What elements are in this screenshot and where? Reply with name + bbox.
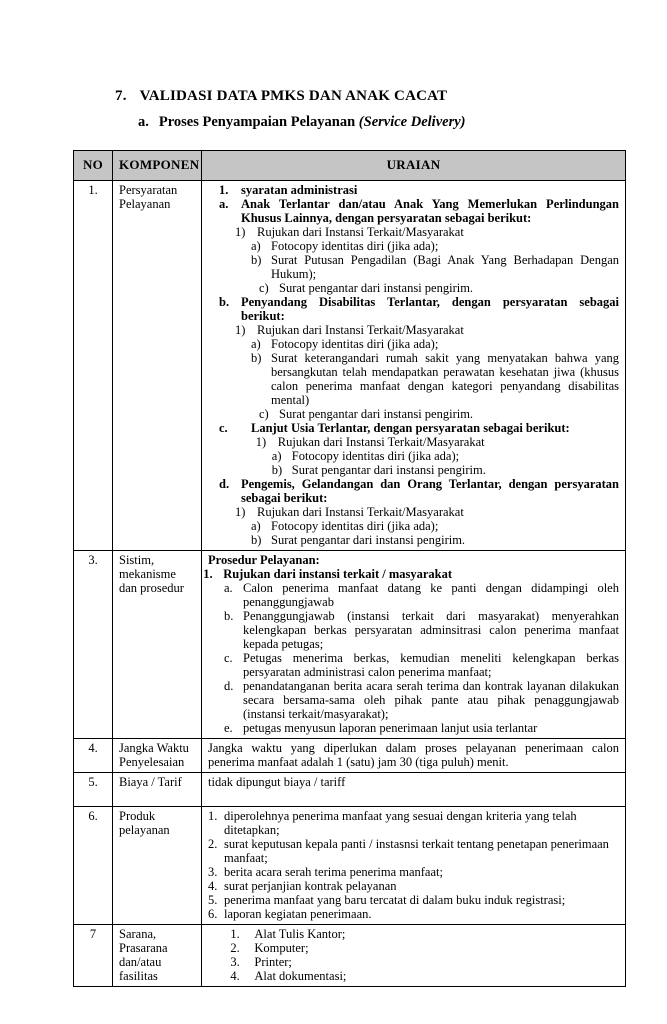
uraian-line [230, 969, 619, 983]
line-text: Fotocopy identitas diri (jika ada); [271, 239, 439, 253]
list-marker: 4. [230, 969, 240, 983]
uraian-line [224, 679, 619, 721]
line-text: Pengemis, Gelandangan dan Orang Terlantar, dengan persyaratan sebagai berikut: [241, 477, 619, 505]
list-marker: b) [251, 351, 262, 365]
uraian-cell [202, 807, 626, 925]
list-marker: b. [219, 295, 230, 309]
uraian-line [219, 183, 619, 197]
komponen-cell: Biaya / Tarif [113, 773, 202, 807]
uraian-line [259, 407, 619, 421]
list-marker: c. [219, 421, 228, 435]
table-row [74, 551, 626, 739]
list-marker: 5. [208, 893, 218, 907]
row-number-cell: 7 [74, 925, 113, 987]
komponen-cell: Jangka Waktu Penyelesaian [113, 739, 202, 773]
line-text: Penanggungjawab (instansi terkait dari masyarakat) menyerahkan kelengkapan berkas persyaratan adminsitrasi calon penerima manfaat kepada petugas; [243, 609, 619, 651]
uraian-line [219, 421, 619, 435]
uraian-cell [202, 551, 626, 739]
uraian-line [259, 281, 619, 295]
list-marker: b) [251, 253, 262, 267]
uraian-line [272, 463, 619, 477]
list-marker: c) [259, 281, 269, 295]
uraian-line [219, 477, 619, 505]
uraian-line [224, 721, 619, 735]
section-title: VALIDASI DATA PMKS DAN ANAK CACAT [139, 88, 448, 104]
row-number-cell: 4. [74, 739, 113, 773]
uraian-line [256, 435, 619, 449]
line-text: Komputer; [254, 941, 309, 955]
line-text: Fotocopy identitas diri (jika ada); [271, 519, 439, 533]
komponen-cell: Sistim, mekanisme dan prosedur [113, 551, 202, 739]
line-text: surat keputusan kepala panti / instasnsi terkait tentang penetapan penerimaan manfaat; [224, 837, 609, 865]
uraian-line [208, 879, 619, 893]
row-number-cell: 1. [74, 181, 113, 551]
table-row [74, 739, 626, 773]
uraian-line [251, 533, 619, 547]
list-marker: b) [271, 463, 283, 477]
subsection-title: Proses Penyampaian Pelayanan [158, 114, 356, 130]
line-text: Petugas menerima berkas, kemudian meneliti kelengkapan berkas persyaratan administrasi calon penerima manfaat; [243, 651, 619, 679]
list-marker: 1. [203, 567, 213, 581]
uraian-line [251, 239, 619, 253]
list-marker: a. [219, 197, 229, 211]
uraian-cell [202, 773, 626, 807]
uraian-line [208, 837, 619, 865]
uraian-line [251, 253, 619, 281]
line-text: Rujukan dari Instansi Terkait/Masyarakat [257, 225, 464, 239]
uraian-line [219, 197, 619, 225]
header-uraian: URAIAN [202, 151, 626, 181]
uraian-line [219, 295, 619, 323]
uraian-line [251, 337, 619, 351]
list-marker: 2. [208, 837, 218, 851]
line-text: Surat pengantar dari instansi pengirim. [279, 407, 474, 421]
uraian-cell [202, 181, 626, 551]
uraian-line [235, 323, 619, 337]
uraian-line [224, 581, 619, 609]
row-number-cell: 6. [74, 807, 113, 925]
uraian-line [224, 609, 619, 651]
line-text: Surat Putusan Pengadilan (Bagi Anak Yang Berhadapan Dengan Hukum); [271, 253, 619, 281]
line-text: Surat pengantar dari instansi pengirim. [271, 533, 466, 547]
list-marker: e. [224, 721, 233, 735]
line-text: laporan kegiatan penerimaan. [224, 907, 372, 921]
line-text: Lanjut Usia Terlantar, dengan persyaratan sebagai berikut: [251, 421, 570, 435]
list-marker: 1. [230, 927, 240, 941]
list-marker: b. [224, 609, 234, 623]
list-marker: a. [224, 581, 233, 595]
list-marker: d. [219, 477, 230, 491]
line-text: Rujukan dari instansi terkait / masyarakat [223, 567, 453, 581]
list-marker: a) [251, 239, 261, 253]
uraian-line [251, 519, 619, 533]
uraian-line [230, 955, 619, 969]
line-text: penerima manfaat yang baru tercatat di dalam buku induk registrasi; [224, 893, 566, 907]
uraian-line [235, 505, 619, 519]
list-marker: a) [251, 519, 261, 533]
list-marker: d. [224, 679, 234, 693]
list-marker: 6. [208, 907, 218, 921]
list-marker: 3. [230, 955, 240, 969]
list-marker: c) [259, 407, 269, 421]
line-text: Anak Terlantar dan/atau Anak Yang Memerlukan Perlindungan Khusus Lainnya, dengan persyaratan sebagai berikut: [241, 197, 619, 225]
table-row [74, 807, 626, 925]
subsection-letter: a. [138, 114, 149, 130]
line-text: Rujukan dari Instansi Terkait/Masyarakat [257, 505, 464, 519]
komponen-cell: Persyaratan Pelayanan [113, 181, 202, 551]
line-text: Penyandang Disabilitas Terlantar, dengan persyaratan sebagai berikut: [241, 295, 619, 323]
header-no: NO [74, 151, 113, 181]
uraian-line [203, 567, 619, 581]
line-text: penandatanganan berita acara serah terima dan kontrak layanan dilakukan secara bersama-sama oleh pihak pante atau pihak penaggungjawab (instansi terkait/masyarakat); [243, 679, 619, 721]
list-marker: b) [251, 533, 262, 547]
uraian-paragraph: tidak dipungut biaya / tariff [208, 775, 346, 789]
line-text: Surat pengantar dari instansi pengirim. [279, 281, 474, 295]
section-number: 7. [115, 88, 127, 104]
table-header-row [74, 151, 626, 181]
uraian-cell [202, 739, 626, 773]
line-text: Rujukan dari Instansi Terkait/Masyarakat [277, 435, 485, 449]
line-text: surat perjanjian kontrak pelayanan [224, 879, 397, 893]
uraian-line [208, 809, 619, 837]
sub-heading [138, 114, 465, 131]
sop-table [73, 150, 626, 987]
uraian-line [208, 893, 619, 907]
row-number-cell: 5. [74, 773, 113, 807]
uraian-line [235, 225, 619, 239]
table-row [74, 925, 626, 987]
row-number-cell: 3. [74, 551, 113, 739]
list-marker: 1) [255, 435, 267, 449]
line-text: Surat pengantar dari instansi pengirim. [291, 463, 486, 477]
line-text: Alat dokumentasi; [254, 969, 347, 983]
uraian-line [224, 651, 619, 679]
uraian-line [208, 865, 619, 879]
list-marker: c. [224, 651, 233, 665]
line-text: Rujukan dari Instansi Terkait/Masyarakat [257, 323, 464, 337]
list-marker: 1) [235, 323, 246, 337]
uraian-line [208, 553, 619, 567]
komponen-cell: Sarana, Prasarana dan/atau fasilitas [113, 925, 202, 987]
line-text: diperolehnya penerima manfaat yang sesuai dengan kriteria yang telah ditetapkan; [224, 809, 577, 837]
uraian-line [208, 907, 619, 921]
line-text: berita acara serah terima penerima manfaat; [224, 865, 443, 879]
list-marker: 1. [219, 183, 229, 197]
header-komponen: KOMPONEN [113, 151, 202, 181]
line-text: Fotocopy identitas diri (jika ada); [271, 337, 439, 351]
list-marker: 4. [208, 879, 218, 893]
list-marker: 1) [235, 505, 246, 519]
line-text: Alat Tulis Kantor; [254, 927, 346, 941]
line-text: Calon penerima manfaat datang ke panti dengan didampingi oleh penanggungjawab [243, 581, 619, 609]
line-text: Prosedur Pelayanan: [208, 553, 320, 567]
subsection-title-italic: (Service Delivery) [358, 114, 466, 130]
line-text: petugas menyusun laporan penerimaan lanjut usia terlantar [243, 721, 538, 735]
line-text: Surat keterangandari rumah sakit yang menyatakan bahwa yang bersangkutan telah mendapatkan perawatan kesehatan jiwa (khusus calon penerima manfaat dengan kategori penyandang disabilitas mental) [271, 351, 619, 407]
list-marker: 1. [208, 809, 218, 823]
section-heading [115, 88, 447, 105]
list-marker: 3. [208, 865, 218, 879]
uraian-line [251, 351, 619, 407]
list-marker: a) [251, 337, 261, 351]
uraian-line [272, 449, 619, 463]
uraian-cell [202, 925, 626, 987]
list-marker: 1) [235, 225, 246, 239]
uraian-line [230, 941, 619, 955]
line-text: Printer; [254, 955, 292, 969]
list-marker: a) [271, 449, 282, 463]
uraian-paragraph: Jangka waktu yang diperlukan dalam proses pelayanan penerimaan calon penerima manfaat adalah 1 (satu) jam 30 (tiga puluh) menit. [208, 741, 619, 769]
list-marker: 2. [230, 941, 240, 955]
uraian-line [230, 927, 619, 941]
table-row [74, 181, 626, 551]
line-text: Fotocopy identitas diri (jika ada); [291, 449, 460, 463]
komponen-cell: Produk pelayanan [113, 807, 202, 925]
table-row [74, 773, 626, 807]
line-text: syaratan administrasi [241, 183, 358, 197]
